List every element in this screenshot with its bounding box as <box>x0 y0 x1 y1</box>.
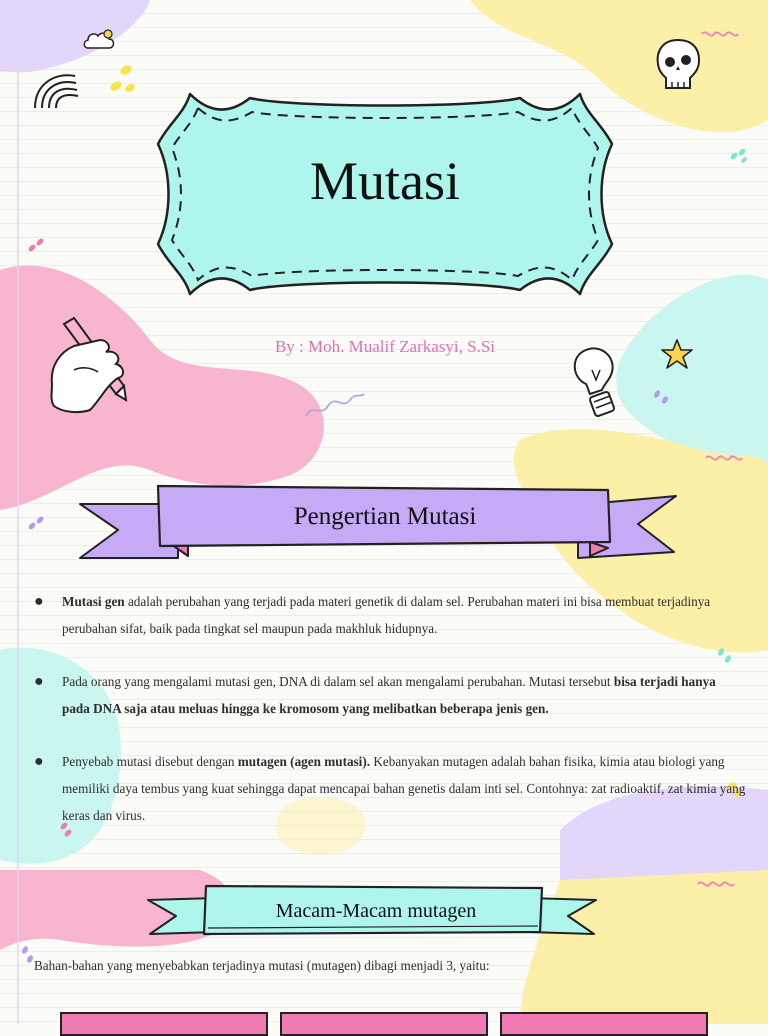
bullet-bold-tail: bisa terjadi hanya pada DNA saja atau meluas hingga ke kromosom yang melibatkan beberapa jenis gen. <box>62 674 716 716</box>
mutagen-type-box <box>280 1012 488 1036</box>
bullet-item <box>34 588 746 642</box>
confetti-mint-icon <box>728 146 750 164</box>
lightbulb-icon <box>566 344 624 418</box>
author-byline: By : Moh. Mualif Zarkasyi, S.Si <box>274 337 496 356</box>
bullet-dot: ● <box>34 593 44 610</box>
skull-icon <box>652 36 704 94</box>
confetti-yellow-icon <box>106 62 136 96</box>
squiggle-pink-icon <box>700 28 740 40</box>
bullet-bold-mid: mutagen (agen mutasi). <box>237 754 371 769</box>
cloud-icon <box>82 28 116 54</box>
hand-pencil-icon <box>46 314 132 418</box>
squiggle-pink-icon <box>704 452 748 464</box>
confetti-lavender-icon <box>650 386 674 408</box>
bullet-bold-lead: Mutasi gen <box>62 594 125 609</box>
squiggle-lavender-icon <box>304 390 366 420</box>
star-icon <box>660 338 694 370</box>
bullet-text: adalah perubahan yang terjadi pada materi genetik di dalam sel. Perubahan materi ini bisa membuat terjadinya perubahan sifat, baik pada tingkat sel maupun pada makhluk hidupnya. <box>62 594 711 636</box>
confetti-lavender-icon <box>26 514 48 532</box>
mutagen-type-box <box>60 1012 268 1036</box>
bullet-text: Penyebab mutasi disebut dengan <box>62 754 238 769</box>
definition-bullet-list <box>34 588 746 855</box>
bullet-item <box>34 748 746 829</box>
bullet-dot: ● <box>34 753 44 770</box>
mutagen-type-box <box>500 1012 708 1036</box>
bullet-dot: ● <box>34 673 44 690</box>
section-heading-pengertian: Pengertian Mutasi <box>293 503 477 530</box>
bullet-text: Pada orang yang mengalami mutasi gen, DNA di dalam sel akan mengalami perubahan. Mutasi tersebut <box>62 674 614 689</box>
bullet-text-after: Kebanyakan mutagen adalah bahan fisika, kimia atau biologi yang memiliki daya tembus yang kuat sehingga dapat mencapai bahan genetis dalam inti sel. Contohnya: zat radioaktif, zat kimia yang keras dan virus. <box>62 754 746 823</box>
section-heading-macam-mutagen: Macam-Macam mutagen <box>275 900 477 922</box>
page-title: Mutasi <box>309 151 460 211</box>
rainbow-icon <box>30 64 90 112</box>
bullet-item <box>34 668 746 722</box>
mutagen-intro-text: Bahan-bahan yang menyebabkan terjadinya mutasi (mutagen) dibagi menjadi 3, yaitu: <box>34 958 490 973</box>
confetti-pink-icon <box>26 236 48 254</box>
squiggle-pink-icon <box>696 878 740 890</box>
